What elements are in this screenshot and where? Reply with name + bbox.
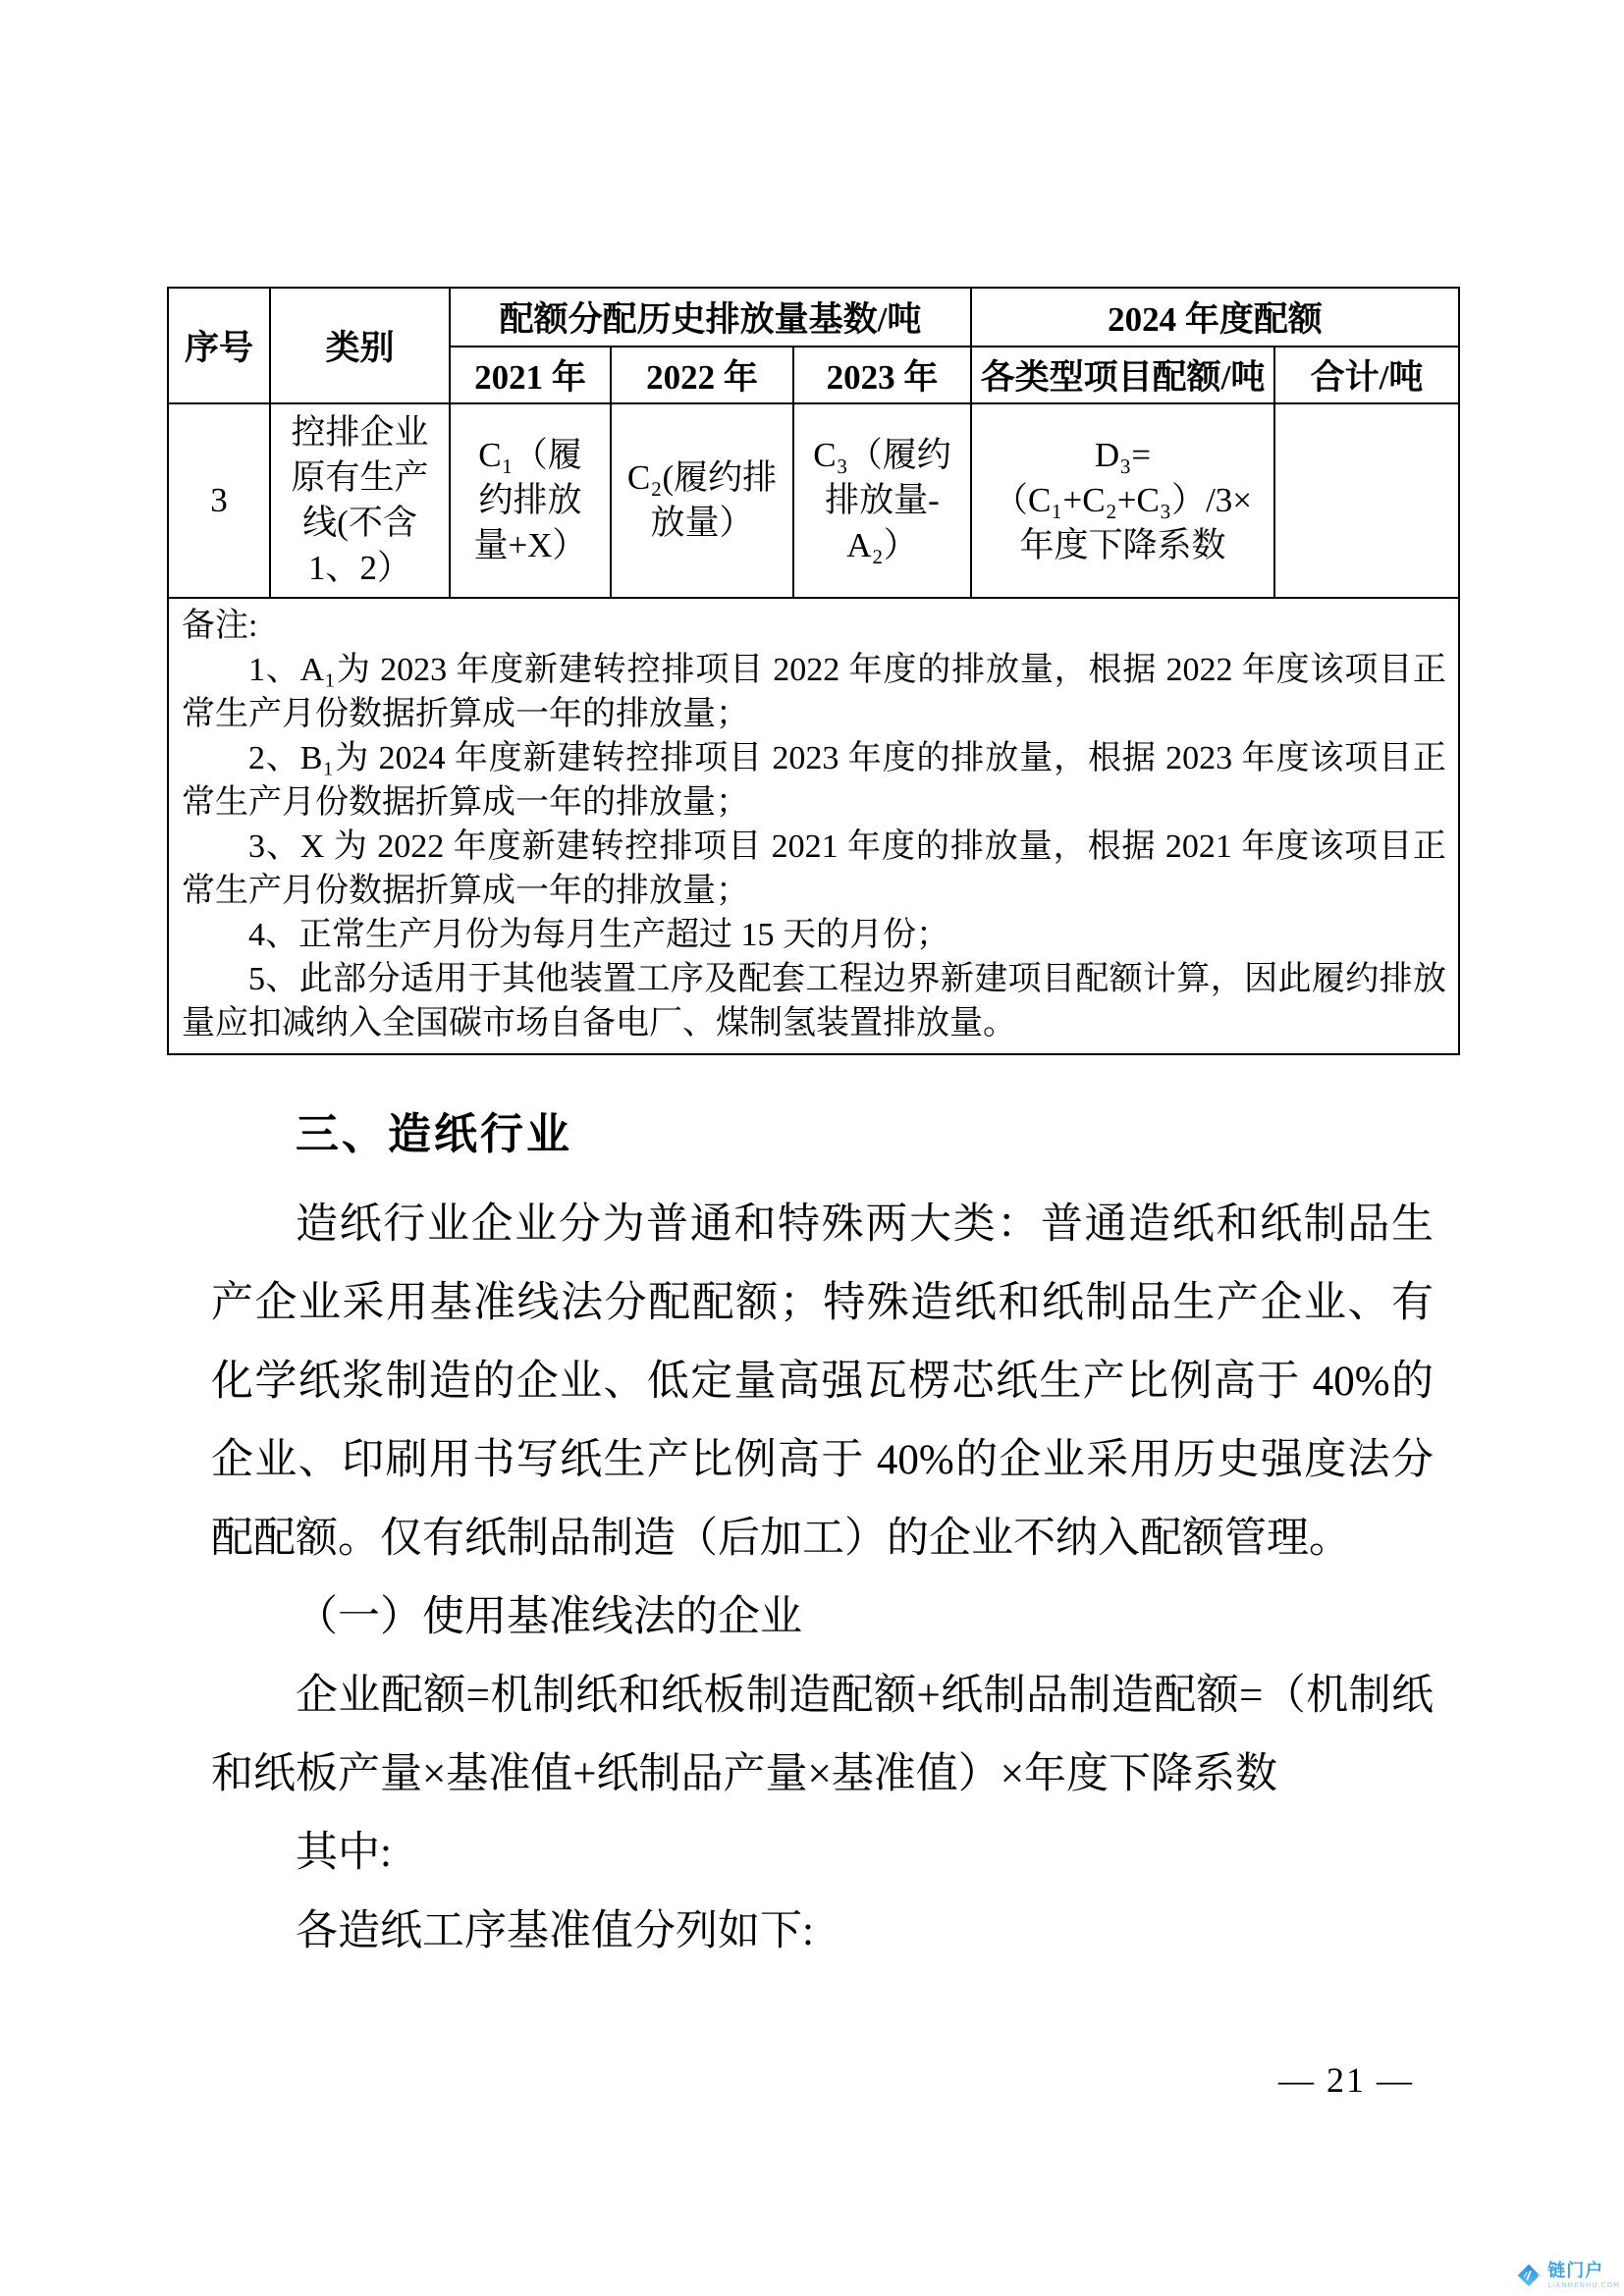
- header-2021: 2021 年: [450, 347, 611, 403]
- notes-cell: [168, 598, 1459, 1054]
- header-total: 合计/吨: [1274, 347, 1459, 403]
- cell-type-quota: D₃=（C₁+C₂+C₃）/3×年度下降系数: [971, 403, 1274, 598]
- body-text-block: [211, 1107, 1434, 1971]
- note-item-1: 1、A₁为 2023 年度新建转控排项目 2022 年度的排放量，根据 2022 年度该项目正常生产月份数据折算成一年的排放量；: [182, 652, 1447, 732]
- watermark-domain: LIANMENHU.COM: [1547, 2280, 1620, 2289]
- header-type-quota: 各类型项目配额/吨: [971, 347, 1274, 403]
- header-history-group: 配额分配历史排放量基数/吨: [450, 288, 971, 347]
- watermark-text: [1547, 2260, 1620, 2289]
- note-item-4: 4、正常生产月份为每月生产超过 15 天的月份；: [248, 917, 949, 953]
- table-row: [168, 403, 1459, 598]
- quota-table: [167, 287, 1460, 1055]
- header-category: 类别: [270, 288, 450, 403]
- cell-total: [1274, 403, 1459, 598]
- header-2023: 2023 年: [793, 347, 971, 403]
- header-seq: 序号: [168, 288, 270, 403]
- cell-2023: C₃（履约排放量-A₂）: [793, 403, 971, 598]
- watermark-brand: 链门户: [1547, 2260, 1604, 2281]
- lianmenhu-logo-icon: [1514, 2261, 1543, 2290]
- note-item-2: 2、B₁为 2024 年度新建转控排项目 2023 年度的排放量，根据 2023 年度该项目正常生产月份数据折算成一年的排放量；: [182, 740, 1447, 821]
- cell-2021: C₁（履约排放量+X）: [450, 403, 611, 598]
- watermark: [1514, 2261, 1620, 2290]
- header-2022: 2022 年: [611, 347, 793, 403]
- cell-category: 控排企业原有生产线(不含1、2）: [270, 403, 450, 598]
- page-number: — 21 —: [1278, 2060, 1414, 2100]
- cell-2022: C₂(履约排放量）: [611, 403, 793, 598]
- table-header-row-groups: [168, 288, 1459, 347]
- paragraph-among: 其中:: [296, 1830, 392, 1876]
- section-heading: 三、造纸行业: [296, 1109, 572, 1159]
- subsection-heading: （一）使用基准线法的企业: [296, 1594, 802, 1640]
- cell-seq: 3: [168, 403, 270, 598]
- paragraph-quota-formula: 企业配额=机制纸和纸板制造配额+纸制品制造配额=（机制纸和纸板产量×基准值+纸制品产量×基准值）×年度下降系数: [211, 1673, 1434, 1797]
- header-2024-group: 2024 年度配额: [971, 288, 1459, 347]
- table-notes-row: [168, 598, 1459, 1054]
- note-item-5: 5、此部分适用于其他装置工序及配套工程边界新建项目配额计算，因此履约排放量应扣减纳入全国碳市场自备电厂、煤制氢装置排放量。: [182, 961, 1447, 1041]
- notes-label: 备注:: [182, 608, 258, 644]
- note-item-3: 3、X 为 2022 年度新建转控排项目 2021 年度的排放量，根据 2021 年度该项目正常生产月份数据折算成一年的排放量；: [182, 828, 1447, 909]
- paragraph-benchmark-intro: 各造纸工序基准值分列如下:: [296, 1908, 814, 1954]
- paragraph-industry-overview: 造纸行业企业分为普通和特殊两大类：普通造纸和纸制品生产企业采用基准线法分配配额；特殊造纸和纸制品生产企业、有化学纸浆制造的企业、低定量高强瓦楞芯纸生产比例高于 40%的企业、印刷用书写纸生产比例高于 40%的企业采用历史强度法分配配额。仅有纸制品制造（后加工）的企业不纳入配额管理。: [211, 1201, 1434, 1562]
